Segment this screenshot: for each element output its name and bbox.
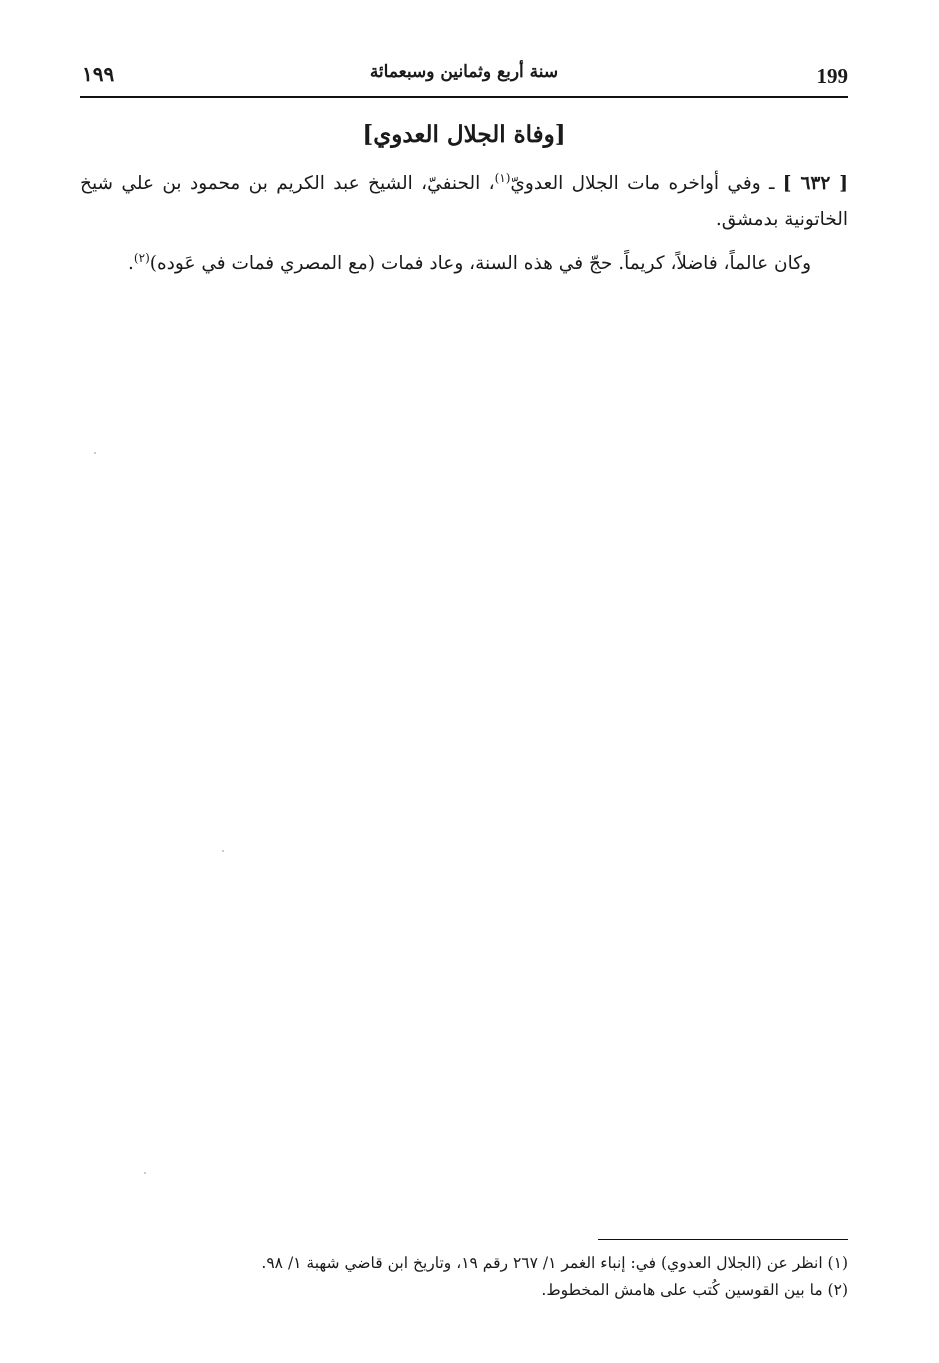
footnote-separator (598, 1239, 848, 1240)
page-number-latin: 199 (816, 64, 848, 88)
second-text-part1: وكان عالماً، فاضلاً، كريماً. حجّ في هذه السنة، وعاد فمات (مع المصري فمات في عَوده) (149, 253, 811, 274)
running-head: سنة أربع وثمانين وسبعمائة (369, 62, 559, 82)
scan-speck (222, 850, 224, 852)
page-header (80, 56, 848, 98)
page-number-arabic: ١٩٩ (82, 62, 115, 86)
section-title: [وفاة الجلال العدوي] (362, 121, 566, 148)
second-paragraph (80, 246, 848, 282)
footnotes (80, 1250, 848, 1304)
entry-number: [ ٦٣٢ ] (782, 173, 848, 194)
footnote-2: (٢) ما بين القوسين كُتب على هامش المخطوط. (541, 1281, 848, 1299)
entry-text-part2: ، الحنفيّ، الشيخ عبد الكريم بن محمود بن علي شيخ الخاتونية بدمشق. (80, 173, 848, 230)
entry-text-part1: ـ وفي أواخره مات الجلال العدويّ (510, 173, 783, 194)
body-text (80, 166, 848, 282)
footnote-ref-1: (١) (494, 170, 511, 185)
entry-paragraph (80, 166, 848, 238)
footnote-1: (١) انظر عن (الجلال العدوي) في: إنباء الغمر ١/ ٢٦٧ رقم ١٩، وتاريخ ابن قاضي شهبة ١/ ٩٨. (261, 1254, 848, 1272)
second-text-part2: . (128, 253, 134, 274)
scan-speck (144, 1172, 146, 1174)
scan-speck (94, 452, 96, 454)
footnote-ref-2: (٢) (133, 250, 150, 265)
